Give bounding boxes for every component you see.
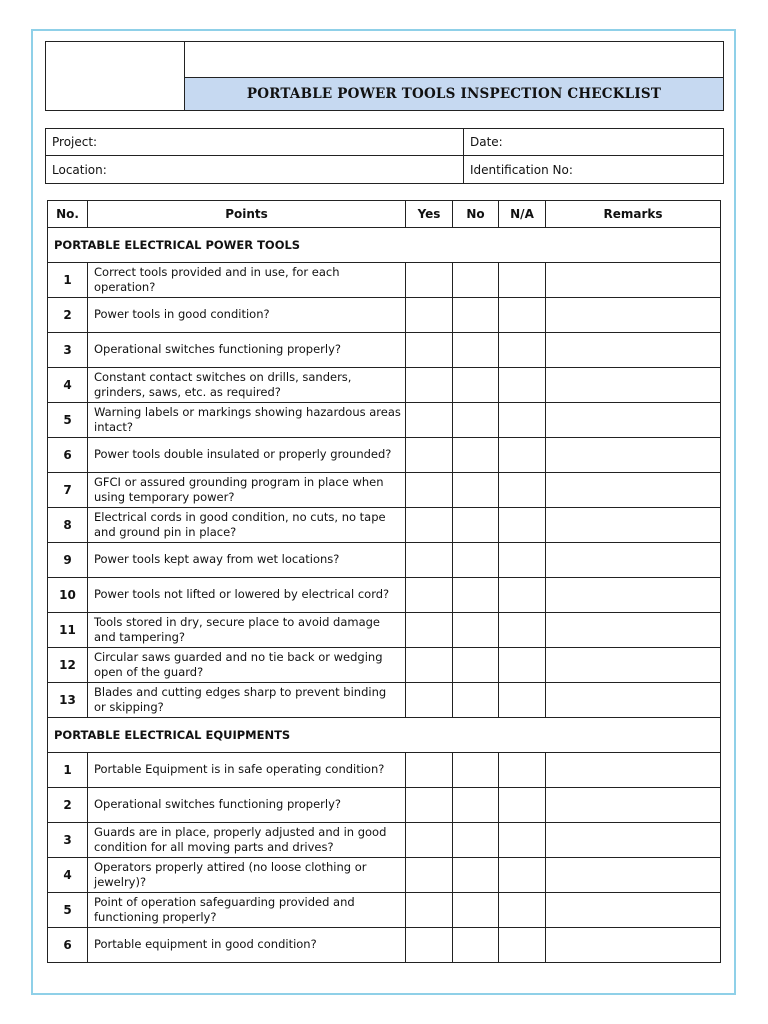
item-number: 2 <box>48 298 88 333</box>
table-row <box>48 613 721 648</box>
item-point: Electrical cords in good condition, no cuts, no tape and ground pin in place? <box>88 508 406 543</box>
item-number: 13 <box>48 683 88 718</box>
no-check-cell[interactable] <box>453 438 499 473</box>
section-heading: PORTABLE ELECTRICAL POWER TOOLS <box>48 228 721 263</box>
item-number: 1 <box>48 263 88 298</box>
remarks-cell[interactable] <box>546 298 721 333</box>
item-point: GFCI or assured grounding program in place when using temporary power? <box>88 473 406 508</box>
table-row <box>48 403 721 438</box>
yes-check-cell[interactable] <box>406 823 453 858</box>
remarks-cell[interactable] <box>546 753 721 788</box>
na-check-cell[interactable] <box>499 368 546 403</box>
no-check-cell[interactable] <box>453 578 499 613</box>
col-points-header: Points <box>88 201 406 228</box>
no-check-cell[interactable] <box>453 858 499 893</box>
no-check-cell[interactable] <box>453 263 499 298</box>
item-point: Power tools in good condition? <box>88 298 406 333</box>
no-check-cell[interactable] <box>453 613 499 648</box>
na-check-cell[interactable] <box>499 928 546 963</box>
na-check-cell[interactable] <box>499 823 546 858</box>
info-box <box>45 128 724 184</box>
table-row <box>48 928 721 963</box>
item-point: Portable Equipment is in safe operating condition? <box>88 753 406 788</box>
table-row <box>48 438 721 473</box>
yes-check-cell[interactable] <box>406 788 453 823</box>
na-check-cell[interactable] <box>499 613 546 648</box>
no-check-cell[interactable] <box>453 403 499 438</box>
item-number: 11 <box>48 613 88 648</box>
na-check-cell[interactable] <box>499 683 546 718</box>
remarks-cell[interactable] <box>546 683 721 718</box>
na-check-cell[interactable] <box>499 543 546 578</box>
page-title: PORTABLE POWER TOOLS INSPECTION CHECKLIST <box>185 78 723 110</box>
item-point: Operational switches functioning properly? <box>88 333 406 368</box>
na-check-cell[interactable] <box>499 473 546 508</box>
remarks-cell[interactable] <box>546 403 721 438</box>
remarks-cell[interactable] <box>546 648 721 683</box>
remarks-cell[interactable] <box>546 543 721 578</box>
yes-check-cell[interactable] <box>406 648 453 683</box>
item-point: Operators properly attired (no loose clothing or jewelry)? <box>88 858 406 893</box>
project-field[interactable]: Project: <box>46 129 464 156</box>
remarks-cell[interactable] <box>546 893 721 928</box>
yes-check-cell[interactable] <box>406 683 453 718</box>
item-point: Warning labels or markings showing hazardous areas intact? <box>88 403 406 438</box>
yes-check-cell[interactable] <box>406 333 453 368</box>
no-check-cell[interactable] <box>453 333 499 368</box>
remarks-cell[interactable] <box>546 438 721 473</box>
na-check-cell[interactable] <box>499 263 546 298</box>
no-check-cell[interactable] <box>453 893 499 928</box>
remarks-cell[interactable] <box>546 263 721 298</box>
na-check-cell[interactable] <box>499 578 546 613</box>
na-check-cell[interactable] <box>499 648 546 683</box>
remarks-cell[interactable] <box>546 473 721 508</box>
no-check-cell[interactable] <box>453 543 499 578</box>
table-row <box>48 263 721 298</box>
na-check-cell[interactable] <box>499 753 546 788</box>
na-check-cell[interactable] <box>499 438 546 473</box>
item-point: Power tools double insulated or properly grounded? <box>88 438 406 473</box>
no-check-cell[interactable] <box>453 788 499 823</box>
table-row <box>48 578 721 613</box>
no-check-cell[interactable] <box>453 473 499 508</box>
no-check-cell[interactable] <box>453 648 499 683</box>
item-number: 8 <box>48 508 88 543</box>
remarks-cell[interactable] <box>546 788 721 823</box>
table-row <box>48 858 721 893</box>
yes-check-cell[interactable] <box>406 613 453 648</box>
col-no-header: No. <box>48 201 88 228</box>
item-number: 5 <box>48 403 88 438</box>
item-point: Correct tools provided and in use, for each operation? <box>88 263 406 298</box>
remarks-cell[interactable] <box>546 368 721 403</box>
checklist-body <box>48 228 721 963</box>
item-point: Constant contact switches on drills, sanders, grinders, saws, etc. as required? <box>88 368 406 403</box>
col-no-check-header: No <box>453 201 499 228</box>
no-check-cell[interactable] <box>453 368 499 403</box>
checklist-table <box>47 200 721 963</box>
item-number: 6 <box>48 928 88 963</box>
item-point: Guards are in place, properly adjusted and in good condition for all moving parts and drives? <box>88 823 406 858</box>
remarks-cell[interactable] <box>546 508 721 543</box>
table-row <box>48 368 721 403</box>
table-row <box>48 893 721 928</box>
item-number: 1 <box>48 753 88 788</box>
table-row <box>48 823 721 858</box>
remarks-cell[interactable] <box>546 928 721 963</box>
remarks-cell[interactable] <box>546 823 721 858</box>
item-number: 3 <box>48 333 88 368</box>
table-row <box>48 788 721 823</box>
item-point: Power tools kept away from wet locations? <box>88 543 406 578</box>
yes-check-cell[interactable] <box>406 893 453 928</box>
yes-check-cell[interactable] <box>406 578 453 613</box>
item-point: Blades and cutting edges sharp to prevent binding or skipping? <box>88 683 406 718</box>
item-point: Tools stored in dry, secure place to avoid damage and tampering? <box>88 613 406 648</box>
remarks-cell[interactable] <box>546 578 721 613</box>
na-check-cell[interactable] <box>499 508 546 543</box>
na-check-cell[interactable] <box>499 333 546 368</box>
na-check-cell[interactable] <box>499 788 546 823</box>
na-check-cell[interactable] <box>499 858 546 893</box>
date-field[interactable]: Date: <box>464 129 723 156</box>
na-check-cell[interactable] <box>499 298 546 333</box>
remarks-cell[interactable] <box>546 613 721 648</box>
item-number: 9 <box>48 543 88 578</box>
item-number: 12 <box>48 648 88 683</box>
section-row <box>48 718 721 753</box>
table-row <box>48 648 721 683</box>
no-check-cell[interactable] <box>453 753 499 788</box>
header-top-blank <box>185 42 723 78</box>
item-point: Operational switches functioning properly? <box>88 788 406 823</box>
item-number: 4 <box>48 858 88 893</box>
yes-check-cell[interactable] <box>406 403 453 438</box>
no-check-cell[interactable] <box>453 928 499 963</box>
na-check-cell[interactable] <box>499 403 546 438</box>
table-header-row <box>48 201 721 228</box>
location-field[interactable]: Location: <box>46 156 464 183</box>
item-number: 5 <box>48 893 88 928</box>
item-number: 3 <box>48 823 88 858</box>
yes-check-cell[interactable] <box>406 928 453 963</box>
no-check-cell[interactable] <box>453 508 499 543</box>
yes-check-cell[interactable] <box>406 473 453 508</box>
yes-check-cell[interactable] <box>406 438 453 473</box>
table-row <box>48 298 721 333</box>
no-check-cell[interactable] <box>453 823 499 858</box>
item-point: Power tools not lifted or lowered by electrical cord? <box>88 578 406 613</box>
item-number: 7 <box>48 473 88 508</box>
yes-check-cell[interactable] <box>406 858 453 893</box>
item-point: Portable equipment in good condition? <box>88 928 406 963</box>
item-point: Point of operation safeguarding provided and functioning properly? <box>88 893 406 928</box>
col-remarks-header: Remarks <box>546 201 721 228</box>
remarks-cell[interactable] <box>546 333 721 368</box>
table-row <box>48 753 721 788</box>
item-number: 6 <box>48 438 88 473</box>
header-box <box>45 41 724 111</box>
no-check-cell[interactable] <box>453 298 499 333</box>
table-row <box>48 543 721 578</box>
yes-check-cell[interactable] <box>406 298 453 333</box>
col-na-header: N/A <box>499 201 546 228</box>
no-check-cell[interactable] <box>453 683 499 718</box>
yes-check-cell[interactable] <box>406 543 453 578</box>
identification-field[interactable]: Identification No: <box>470 162 573 177</box>
yes-check-cell[interactable] <box>406 753 453 788</box>
logo-area <box>46 42 185 110</box>
table-row <box>48 683 721 718</box>
section-heading: PORTABLE ELECTRICAL EQUIPMENTS <box>48 718 721 753</box>
item-number: 10 <box>48 578 88 613</box>
table-row <box>48 508 721 543</box>
yes-check-cell[interactable] <box>406 508 453 543</box>
na-check-cell[interactable] <box>499 893 546 928</box>
item-point: Circular saws guarded and no tie back or wedging open of the guard? <box>88 648 406 683</box>
section-row <box>48 228 721 263</box>
yes-check-cell[interactable] <box>406 263 453 298</box>
table-row <box>48 333 721 368</box>
remarks-cell[interactable] <box>546 858 721 893</box>
yes-check-cell[interactable] <box>406 368 453 403</box>
col-yes-header: Yes <box>406 201 453 228</box>
item-number: 2 <box>48 788 88 823</box>
table-row <box>48 473 721 508</box>
item-number: 4 <box>48 368 88 403</box>
